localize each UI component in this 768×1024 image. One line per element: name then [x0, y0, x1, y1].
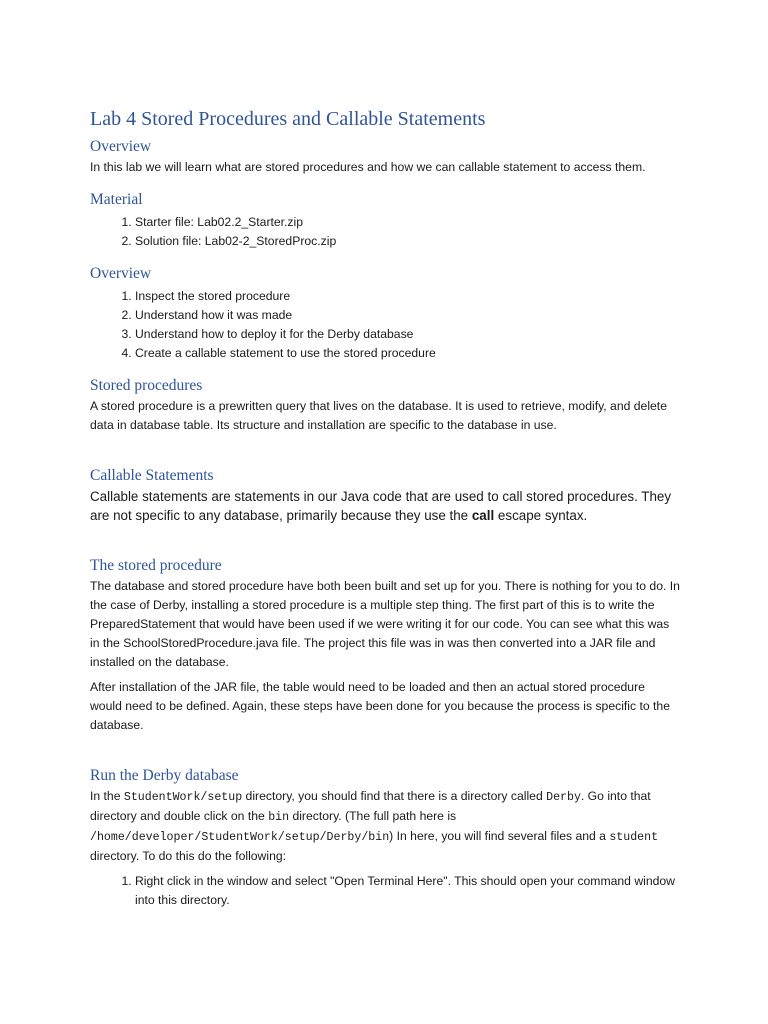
list-item: 1. Right click in the window and select "Open Terminal Here". This should open your command window into this directory.: [135, 872, 680, 910]
path-code: StudentWork/setup: [123, 791, 243, 804]
run-derby-heading: Run the Derby database: [90, 767, 239, 784]
document-body: [90, 106, 680, 910]
stored-procedures-text: A stored procedure is a prewritten query that lives on the database. It is used to retrieve, modify, and delete data in database table. Its structure and installation are specific to the database in use.: [90, 399, 667, 432]
material-list: [90, 213, 680, 251]
path-code: /home/developer/StudentWork/setup/Derby/bin: [90, 831, 390, 844]
run-derby-text: directory, you should find that there is a directory called: [242, 789, 547, 803]
run-derby-paragraph: [90, 787, 680, 866]
callable-text-after: escape syntax.: [494, 508, 588, 523]
overview-text: In this lab we will learn what are stored procedures and how we can callable statement to access them.: [90, 160, 646, 174]
path-code: student: [609, 831, 659, 844]
path-code: Derby: [546, 791, 581, 804]
list-item: 3. Understand how to deploy it for the Derby database: [135, 325, 680, 344]
list-item: 1. Starter file: Lab02.2_Starter.zip: [135, 213, 680, 232]
list-item: 1. Inspect the stored procedure: [135, 287, 680, 306]
path-code: bin: [268, 811, 290, 824]
list-item: 2. Solution file: Lab02-2_StoredProc.zip: [135, 232, 680, 251]
list-item: 2. Understand how it was made: [135, 306, 680, 325]
run-derby-text: ) In here, you will find several files and a: [389, 829, 610, 843]
run-derby-text: directory. To do this do the following:: [90, 849, 287, 863]
document-title: Lab 4 Stored Procedures and Callable Statements: [90, 108, 486, 130]
call-keyword: call: [471, 508, 495, 523]
run-derby-text: . Go into that directory and double click on the: [90, 789, 651, 823]
list-item: 4. Create a callable statement to use the stored procedure: [135, 344, 680, 363]
stored-procedure-paragraph-2: After installation of the JAR file, the table would need to be loaded and then an actual stored procedure would need to be defined. Again, these steps have been done for you because the process is specific to the database.: [90, 680, 670, 732]
run-derby-steps: [90, 872, 680, 910]
callable-statements-heading: Callable Statements: [90, 467, 214, 484]
run-derby-text: In the: [90, 789, 124, 803]
stored-procedure-paragraph-1: The database and stored procedure have both been built and set up for you. There is nothing for you to do. In the case of Derby, installing a stored procedure is a multiple step thing. The first part of this is to write the PreparedStatement that would have been used if we were writing it for our code. You can see what this was in the SchoolStoredProcedure.java file. The project this file was in was then converted into a JAR file and installed on the database.: [90, 579, 680, 669]
callable-statements-text: [90, 487, 680, 525]
overview-heading: Overview: [90, 138, 152, 155]
callable-text-before: Callable statements are statements in our Java code that are used to call stored procedures. They are not specific to any database, primarily because they use the: [90, 489, 672, 523]
stored-procedures-heading: Stored procedures: [90, 377, 203, 394]
the-stored-procedure-heading: The stored procedure: [90, 557, 222, 574]
overview-steps-heading: Overview: [90, 265, 152, 282]
overview-steps-list: [90, 287, 680, 363]
run-derby-text: directory. (The full path here is: [289, 809, 457, 823]
material-heading: Material: [90, 191, 143, 208]
